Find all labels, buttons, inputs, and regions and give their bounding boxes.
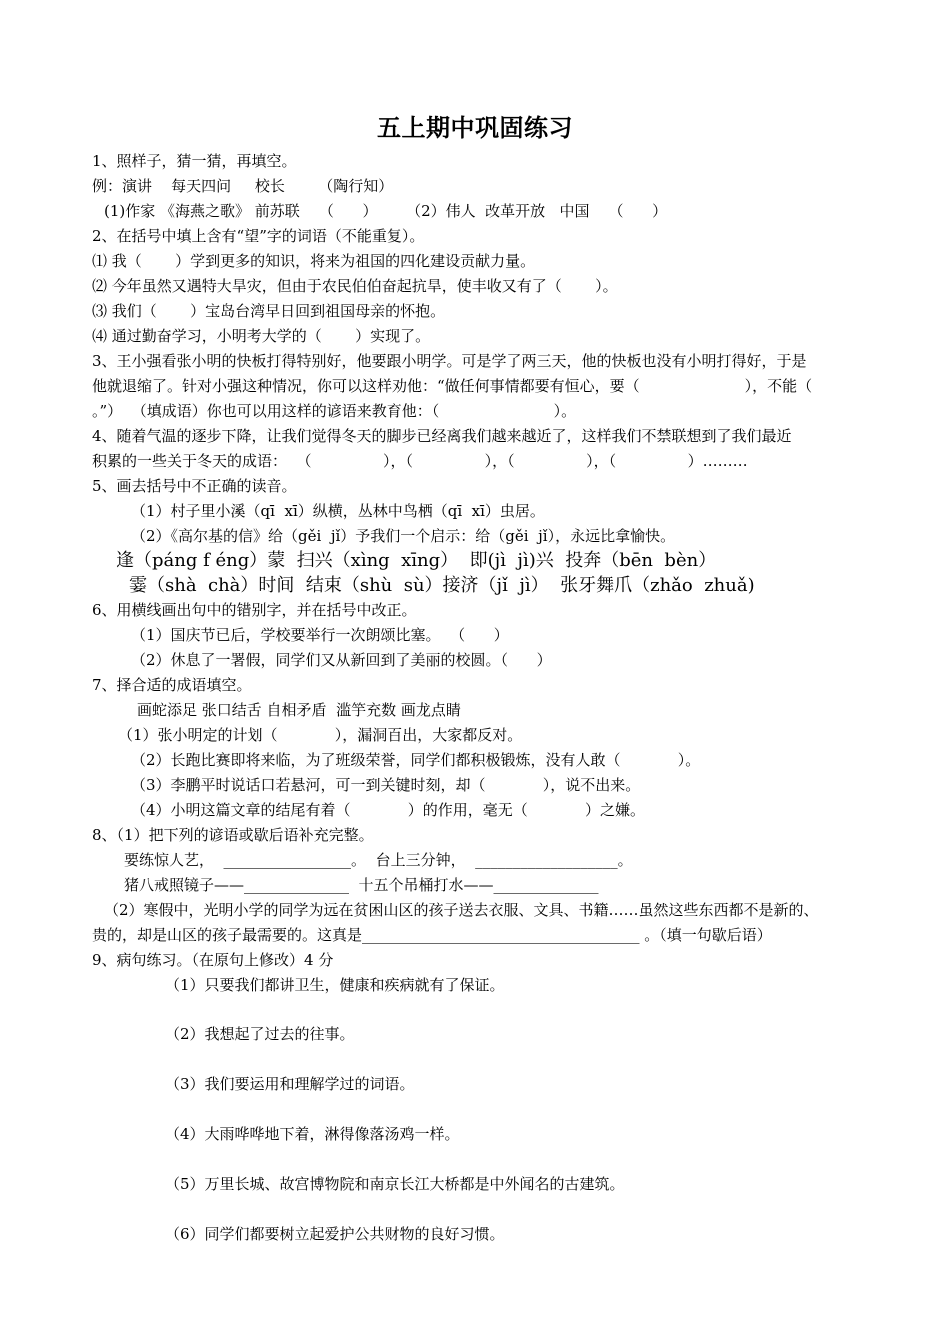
page-title: 五上期中巩固练习 — [377, 114, 573, 142]
q9-item-6: （6）同学们都要树立起爱护公共财物的良好习惯。 — [165, 1225, 505, 1243]
q1-items: (1)作家 《海燕之歌》 前苏联 （ ） （2）伟人 改革开放 中国 （ ） — [104, 202, 668, 220]
q5-pinyin-row-2: 霎（shà chà）时间 结束（shù sù）接济（jǐ jì） 张牙舞爪（zhǎo zhuǎ) — [129, 575, 755, 596]
q5-heading: 5、画去括号中不正确的读音。 — [92, 477, 297, 495]
q9-item-4: （4）大雨哗哗地下着，淋得像落汤鸡一样。 — [165, 1125, 460, 1143]
q9-item-2: （2）我想起了过去的往事。 — [165, 1025, 355, 1043]
q4-line-1: 4、随着气温的逐步下降，让我们觉得冬天的脚步已经离我们越来越近了，这样我们不禁联想到了我们最近 — [92, 427, 792, 445]
q6-item-2: （2）休息了一署假，同学们又从新回到了美丽的校圆。（ ） — [131, 651, 552, 669]
q2-heading: 2、在括号中填上含有“望”字的词语（不能重复）。 — [92, 227, 425, 245]
q3-line-1: 3、王小强看张小明的快板打得特别好，他要跟小明学。可是学了两三天，他的快板也没有小明打得好，于是 — [92, 352, 807, 370]
q2-item-1: ⑴ 我（ ）学到更多的知识，将来为祖国的四化建设贡献力量。 — [92, 252, 536, 270]
q7-item-4: （4）小明这篇文章的结尾有着（ ）的作用，毫无（ ）之嫌。 — [131, 801, 645, 819]
q4-line-2: 积累的一些关于冬天的成语： （ ），（ ），（ ），（ ）……… — [92, 452, 748, 470]
q9-item-3: （3）我们要运用和理解学过的词语。 — [165, 1075, 415, 1093]
q8-part2-line-2: 贵的，却是山区的孩子最需要的。这真是_____________________________________ 。（填一句歇后语） — [92, 926, 772, 944]
q9-item-1: （1）只要我们都讲卫生，健康和疾病就有了保证。 — [165, 976, 505, 994]
q8-xiehouyu: 猪八戒照镜子——______________ 十五个吊桶打水——______________ — [124, 876, 599, 894]
q7-heading: 7、择合适的成语填空。 — [92, 676, 252, 694]
q2-item-2: ⑵ 今年虽然又遇特大旱灾，但由于农民伯伯奋起抗旱，使丰收又有了（ ）。 — [92, 277, 618, 295]
q5-item-2: （2）《高尔基的信》给（gěi jǐ）予我们一个启示：给（gěi jǐ），永远比拿愉快。 — [131, 527, 676, 545]
q2-item-4: ⑷ 通过勤奋学习，小明考大学的（ ）实现了。 — [92, 327, 431, 345]
q8-proverbs: 要练惊人艺， _________________。 台上三分钟， ___________________。 — [124, 851, 633, 869]
q3-line-3: 。”） （填成语）你也可以用这样的谚语来教育他：（ ）。 — [92, 402, 577, 420]
q5-pinyin-row-1: 逢（páng f éng）蒙 扫兴（xìng xīng） 即(jì jì)兴 投奔（bēn bèn） — [116, 550, 717, 571]
q2-item-3: ⑶ 我们（ ）宝岛台湾早日回到祖国母亲的怀抱。 — [92, 302, 446, 320]
q7-item-2: （2）长跑比赛即将来临，为了班级荣誉，同学们都积极锻炼，没有人敢（ ）。 — [131, 751, 701, 769]
q6-heading: 6、用横线画出句中的错别字，并在括号中改正。 — [92, 601, 417, 619]
q8-part2-line-1: （2）寒假中，光明小学的同学为远在贫困山区的孩子送去衣服、文具、书籍……虽然这些东西都不是新的、 — [104, 901, 819, 919]
q8-heading: 8、（1）把下列的谚语或歇后语补充完整。 — [92, 826, 374, 844]
q3-line-2: 他就退缩了。针对小强这种情况，你可以这样劝他：“做任何事情都要有恒心，要（ ），不能（ — [92, 377, 813, 395]
q1-example: 例：演讲 每天四问 校长 （陶行知） — [92, 177, 394, 195]
q1-heading: 1、照样子，猜一猜，再填空。 — [92, 152, 297, 170]
q5-item-1: （1）村子里小溪（qī xī）纵横，丛林中鸟栖（qī xī）虫居。 — [131, 502, 545, 520]
q7-item-3: （3）李鹏平时说话口若悬河，可一到关键时刻，却（ ），说不出来。 — [131, 776, 641, 794]
q9-item-5: （5）万里长城、故宫博物院和南京长江大桥都是中外闻名的古建筑。 — [165, 1175, 625, 1193]
q7-item-1: （1）张小明定的计划（ ），漏洞百出，大家都反对。 — [118, 726, 523, 744]
q6-item-1: （1）国庆节已后，学校要举行一次朗颂比塞。 （ ） — [131, 626, 509, 644]
q9-heading: 9、病句练习。（在原句上修改）4 分 — [92, 951, 334, 969]
q7-idiom-bank: 画蛇添足 张口结舌 自相矛盾 滥竽充数 画龙点睛 — [137, 701, 461, 719]
